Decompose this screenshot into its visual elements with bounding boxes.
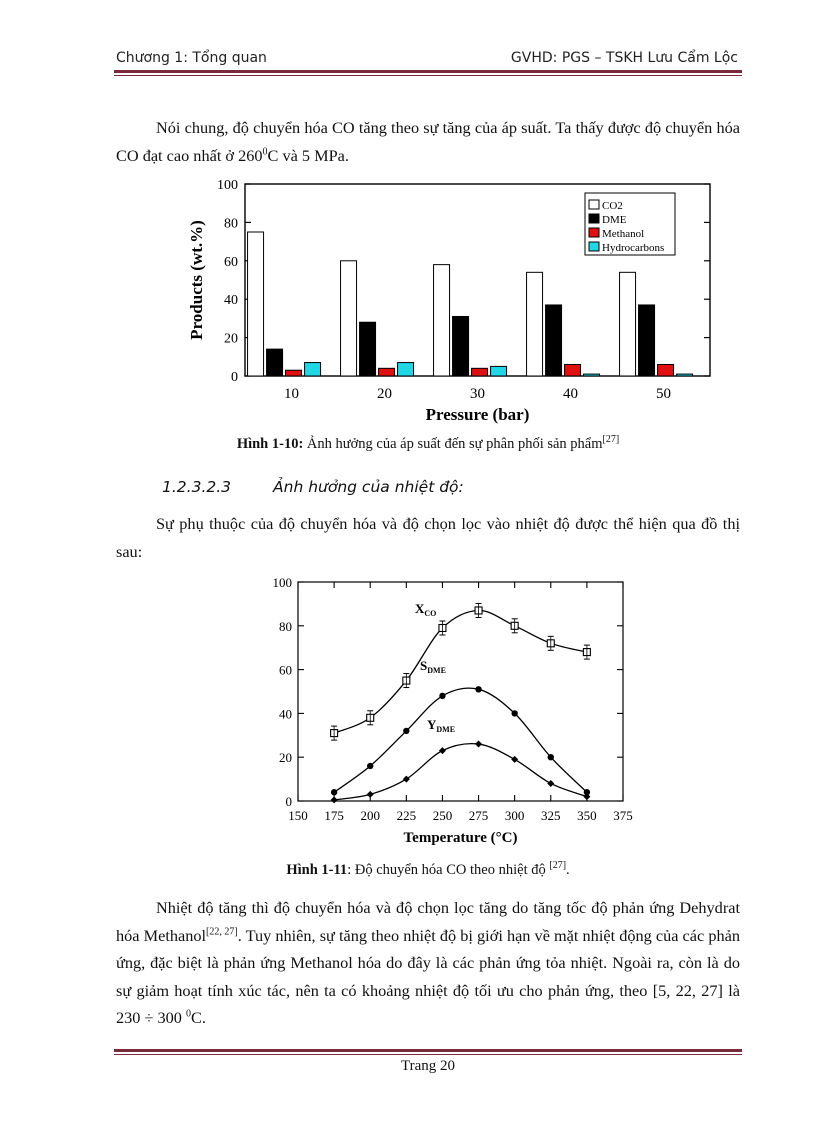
header-advisor: GVHD: PGS – TSKH Lưu Cẩm Lộc (510, 50, 738, 66)
x-tick-label: 225 (396, 808, 417, 823)
x-tick-label: 30 (470, 386, 485, 402)
x-tick-label: 350 (577, 808, 597, 823)
paragraph-pressure: Nói chung, độ chuyển hóa CO tăng theo sự tăng của áp suất. Ta thấy được độ chuyển hóa CO đạt cao nhất ở $260^0C$ và 5 MPa. (116, 118, 740, 165)
point-sdme (403, 728, 409, 734)
temperature-line-chart (270, 572, 640, 850)
figure1-caption: Hình 1-10: Ảnh hưởng của áp suất đến sự phân phối sản phẩm[27] (236, 434, 620, 452)
point-ydme (367, 791, 374, 798)
section-title: Ảnh hưởng của nhiệt độ: (273, 478, 464, 496)
header-rule (114, 70, 742, 73)
bar-methanol (472, 368, 488, 376)
point-sdme (331, 789, 337, 795)
page-header (116, 50, 740, 70)
y-tick-label: 100 (272, 575, 292, 590)
series-line-sdme (334, 688, 587, 792)
bar-methanol (379, 368, 395, 376)
x-tick-label: 300 (504, 808, 525, 823)
x-axis-label: Temperature (°C) (403, 830, 518, 846)
bar-hydrocarbons (584, 374, 600, 376)
series-line-ydme (334, 744, 587, 800)
legend-label-dme: DME (602, 214, 627, 226)
x-tick-label: 250 (432, 808, 453, 823)
legend-swatch-methanol (589, 228, 599, 237)
x-tick-label: 275 (468, 808, 489, 823)
y-axis-label: Products (wt.%) (187, 220, 206, 340)
series-label-xco: $X_{CO}$ (415, 601, 437, 618)
x-tick-label: 20 (377, 386, 392, 402)
bar-co2 (248, 232, 264, 376)
point-ydme (475, 741, 482, 748)
header-chapter: Chương 1: Tổng quan (116, 50, 267, 66)
pressure-bar-chart (180, 172, 720, 426)
legend-label-methanol: Methanol (602, 228, 645, 240)
point-ydme (439, 747, 446, 754)
series-label-ydme: $Y_{DME}$ (427, 717, 456, 734)
y-tick-label: 20 (224, 331, 238, 347)
y-tick-label: 40 (224, 293, 238, 309)
legend-swatch-dme (589, 214, 599, 223)
bar-methanol (565, 364, 581, 376)
point-ydme (511, 756, 518, 763)
y-tick-label: 20 (279, 750, 292, 766)
bar-hydrocarbons (491, 366, 507, 376)
legend-label-hydrocarbons: Hydrocarbons (602, 242, 665, 254)
point-sdme (439, 693, 445, 699)
bar-hydrocarbons (677, 374, 693, 376)
figure2-caption: Hình 1-11: Độ chuyển hóa CO theo nhiệt độ [27]. (286, 860, 570, 878)
page-number: Trang 20 (400, 1058, 456, 1074)
bar-dme (639, 305, 655, 376)
point-ydme (547, 780, 554, 787)
y-tick-label: 100 (217, 178, 238, 193)
legend-label-co2: CO2 (602, 200, 623, 212)
bar-co2 (527, 272, 543, 376)
footer-rule-thin (114, 1054, 742, 1055)
point-sdme (367, 763, 373, 769)
legend-swatch-hydrocarbons (589, 242, 599, 251)
series-label-subscript: CO (424, 609, 437, 618)
point-sdme (511, 710, 517, 716)
x-tick-label: 175 (324, 808, 344, 823)
bar-dme (453, 316, 469, 376)
bar-hydrocarbons (398, 363, 414, 376)
bar-co2 (620, 272, 636, 376)
y-tick-label: 60 (279, 662, 292, 678)
point-sdme (475, 686, 481, 692)
y-tick-label: 80 (279, 618, 292, 634)
header-rule-thin (114, 75, 742, 76)
x-axis-label: Pressure (bar) (425, 405, 530, 424)
bar-co2 (341, 261, 357, 376)
bar-methanol (286, 370, 302, 376)
x-tick-label: 150 (288, 808, 308, 823)
paragraph-temperature-effect: Nhiệt độ tăng thì độ chuyển hóa và độ chọn lọc tăng do tăng tốc độ phản ứng Dehydrat hóa Methanol[22, 27]. Tuy nhiên, sự tăng theo nhiệt độ bị giới hạn về mặt nhiệt động của các phản ứng, đặc biệt là phản ứng Methanol hóa do đây là các phản ứng tỏa nhiệt. Ngoài ra, còn là do sự giảm hoạt tính xúc tác, nên ta có khoảng nhiệt độ tối ưu cho phản ứng, theo [5, 22, 27] là 230 ÷ 300 $^0$C. (116, 898, 740, 1027)
series-label-sdme: $S_{DME}$ (420, 658, 446, 675)
paragraph-temperature-intro: Sự phụ thuộc của độ chuyển hóa và độ chọn lọc vào nhiệt độ được thể hiện qua đồ thị sau: (116, 514, 740, 561)
bar-dme (360, 322, 376, 376)
x-tick-label: 200 (360, 808, 380, 823)
legend-swatch-co2 (589, 200, 599, 209)
y-tick-label: 80 (224, 216, 238, 232)
x-tick-label: 375 (613, 808, 633, 823)
bar-dme (267, 349, 283, 376)
footer-rule (114, 1049, 742, 1052)
x-tick-label: 10 (284, 386, 299, 402)
bar-methanol (658, 364, 674, 376)
point-ydme (331, 796, 338, 803)
y-tick-label: 0 (285, 794, 292, 809)
y-tick-label: 0 (231, 370, 238, 385)
point-ydme (403, 776, 410, 783)
bar-dme (546, 305, 562, 376)
x-tick-label: 50 (656, 386, 671, 402)
y-tick-label: 40 (279, 706, 292, 722)
section-heading (162, 478, 464, 496)
series-label-subscript: DME (436, 725, 456, 734)
point-sdme (548, 754, 554, 760)
section-number: 1.2.3.2.3 (162, 478, 232, 496)
x-tick-label: 325 (541, 808, 561, 823)
bar-hydrocarbons (305, 363, 321, 376)
bar-co2 (434, 265, 450, 376)
series-label-subscript: DME (427, 666, 446, 675)
x-tick-label: 40 (563, 386, 578, 402)
y-tick-label: 60 (224, 254, 238, 270)
